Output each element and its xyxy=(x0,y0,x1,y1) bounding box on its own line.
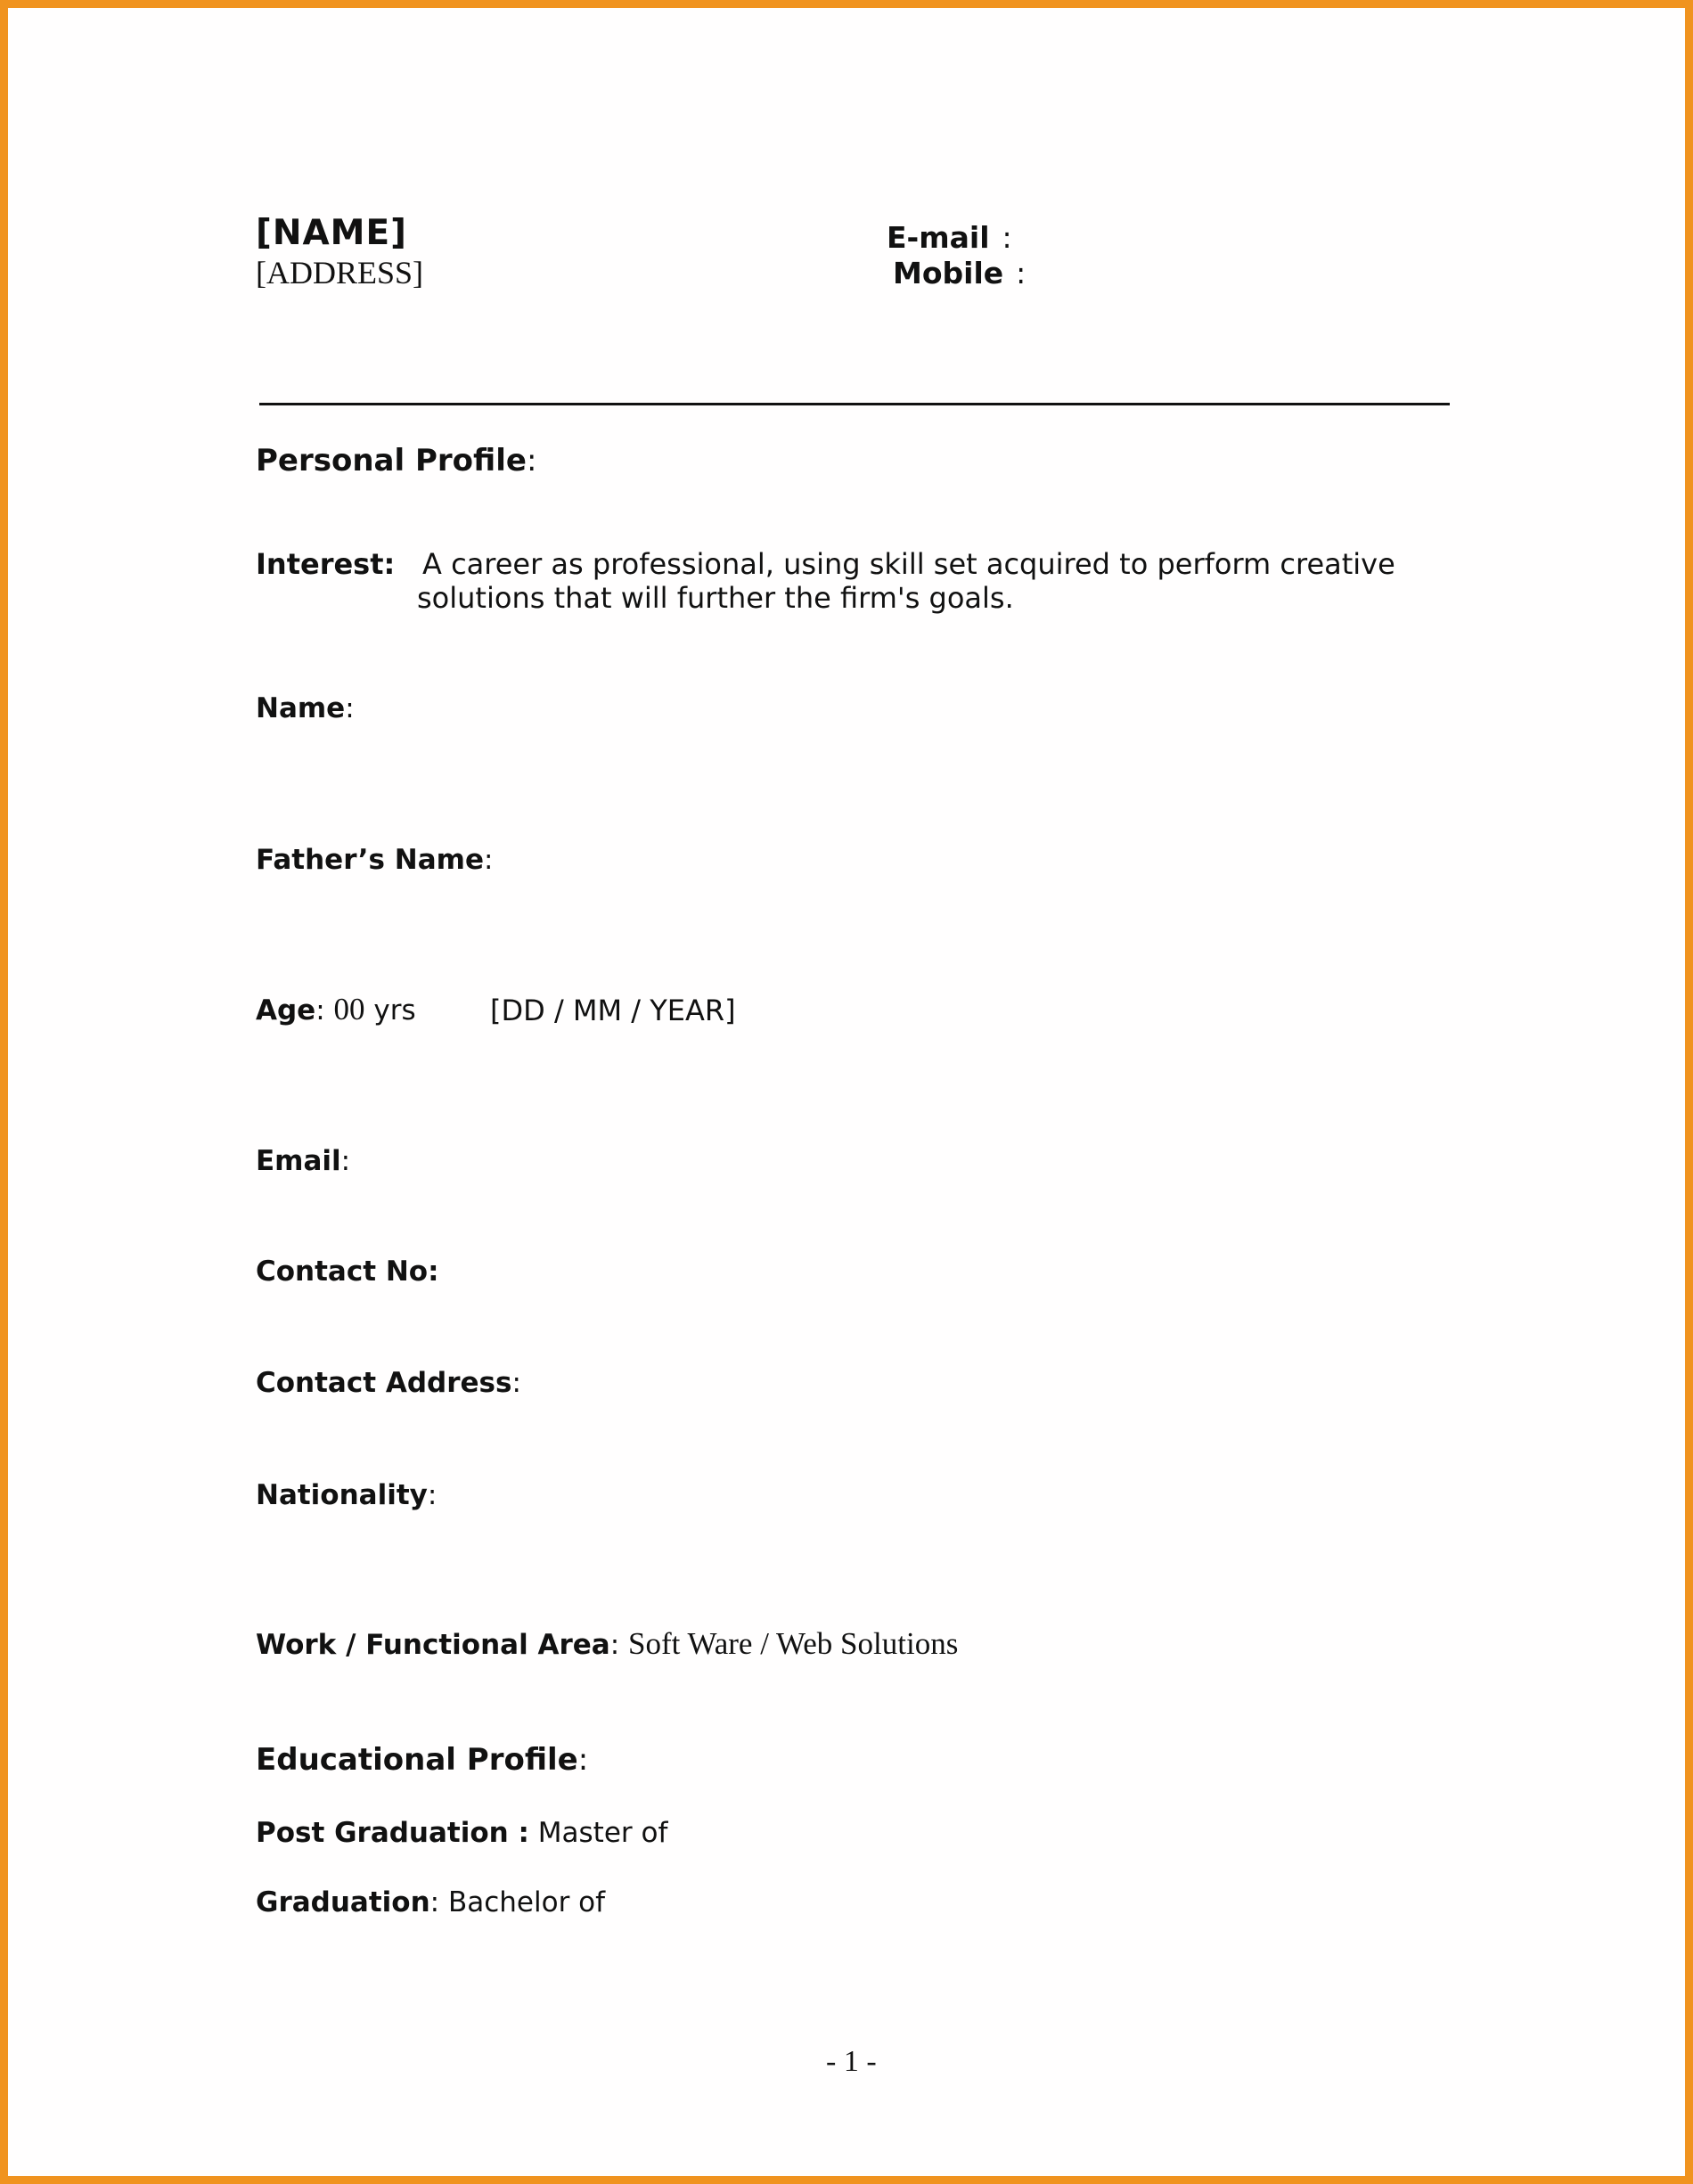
nationality-colon: : xyxy=(427,1479,438,1511)
post-graduation-value: Master of xyxy=(537,1817,668,1849)
fathers-name-label: Father’s Name xyxy=(256,844,484,876)
header-email-row xyxy=(887,220,1012,255)
header-mobile-row xyxy=(893,256,1026,290)
header-email-colon: : xyxy=(1002,220,1012,255)
contact-no-field xyxy=(256,1256,438,1288)
age-unit: yrs xyxy=(373,994,416,1027)
interest-line-1: A career as professional, using skill set acquired to perform creative xyxy=(422,547,1395,581)
fathers-name-colon: : xyxy=(484,844,494,876)
graduation-colon: : xyxy=(429,1886,440,1918)
contact-address-colon: : xyxy=(511,1367,521,1399)
work-area-value: Soft Ware / Web Solutions xyxy=(628,1626,959,1661)
graduation-value: Bachelor of xyxy=(447,1886,606,1918)
graduation-field xyxy=(256,1886,605,1918)
age-value: 00 xyxy=(333,992,365,1027)
header-divider xyxy=(259,403,1450,405)
post-graduation-field xyxy=(256,1817,667,1849)
personal-profile-title xyxy=(256,443,536,479)
name-label: Name xyxy=(256,692,346,724)
fathers-name-field xyxy=(256,844,493,876)
contact-no-label: Contact No: xyxy=(256,1256,439,1288)
name-field xyxy=(256,692,355,724)
header-address: [ADDRESS] xyxy=(256,255,424,290)
age-field xyxy=(256,992,416,1027)
educational-profile-title-text: Educational Profile xyxy=(256,1742,578,1778)
header-name: [NAME] xyxy=(256,213,407,253)
educational-profile-title-colon: : xyxy=(577,1742,589,1778)
email-colon: : xyxy=(340,1145,351,1177)
educational-profile-title xyxy=(256,1742,588,1778)
work-area-label: Work / Functional Area xyxy=(256,1629,610,1661)
name-colon: : xyxy=(345,692,355,724)
email-field xyxy=(256,1145,350,1177)
nationality-label: Nationality xyxy=(256,1479,428,1511)
work-area-colon: : xyxy=(609,1629,620,1661)
page-number: - 1 - xyxy=(826,2045,877,2078)
header-email-label: E-mail xyxy=(887,220,990,255)
post-graduation-label: Post Graduation : xyxy=(256,1817,529,1849)
header-mobile-colon: : xyxy=(1016,256,1026,290)
personal-profile-title-text: Personal Profile xyxy=(256,443,527,479)
email-label: Email xyxy=(256,1145,341,1177)
interest-line-2: solutions that will further the firm's goals. xyxy=(417,581,1014,615)
contact-address-field xyxy=(256,1367,521,1399)
age-colon: : xyxy=(315,994,325,1027)
interest-text xyxy=(417,547,1397,615)
header-mobile-label: Mobile xyxy=(893,256,1004,290)
age-label: Age xyxy=(256,994,316,1027)
work-area-field xyxy=(256,1626,958,1662)
interest-label xyxy=(256,547,395,581)
contact-address-label: Contact Address xyxy=(256,1367,512,1399)
nationality-field xyxy=(256,1479,437,1511)
age-dob: [DD / MM / YEAR] xyxy=(490,994,736,1027)
interest-label-text: Interest: xyxy=(256,547,396,581)
graduation-label: Graduation xyxy=(256,1886,430,1918)
personal-profile-title-colon: : xyxy=(526,443,537,479)
